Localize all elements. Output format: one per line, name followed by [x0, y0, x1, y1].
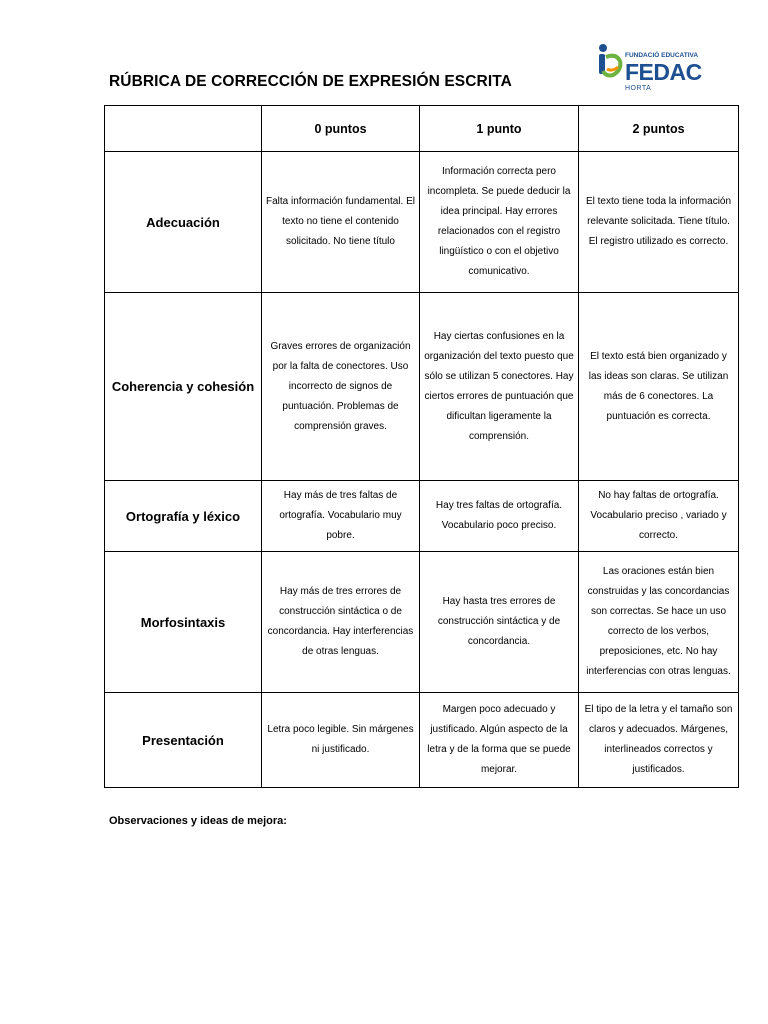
header-corner [105, 106, 262, 152]
logo-foundation-text: FUNDACIÓ EDUCATIVA [625, 52, 699, 59]
criterion-morfosintaxis: Morfosintaxis [105, 552, 262, 693]
table-cell: El tipo de la letra y el tamaño son claros y adecuados. Márgenes, interlineados correctos y justificados. [579, 693, 739, 788]
table-cell: El texto está bien organizado y las ideas son claras. Se utilizan más de 6 conectores. La puntuación es correcta. [579, 293, 739, 481]
table-cell: Graves errores de organización por la falta de conectores. Uso incorrecto de signos de puntuación. Problemas de comprensión graves. [262, 293, 420, 481]
table-row [105, 481, 739, 552]
table-cell: Hay más de tres faltas de ortografía. Vocabulario muy pobre. [262, 481, 420, 552]
rubric-table [104, 105, 739, 788]
criterion-ortografia: Ortografía y léxico [105, 481, 262, 552]
fedac-logo [594, 43, 709, 95]
fedac-emblem-icon [594, 43, 624, 85]
logo-name: FEDAC [625, 59, 702, 85]
table-header-row [105, 106, 739, 152]
criterion-coherencia: Coherencia y cohesión [105, 293, 262, 481]
table-row [105, 552, 739, 693]
table-cell: Las oraciones están bien construidas y las concordancias son correctas. Se hace un uso correcto de los verbos, preposiciones, etc. No hay interferencias con otras lenguas. [579, 552, 739, 693]
table-cell: Hay hasta tres errores de construcción sintáctica y de concordancia. [420, 552, 579, 693]
table-cell: Hay más de tres errores de construcción sintáctica o de concordancia. Hay interferencias de otras lenguas. [262, 552, 420, 693]
table-cell: Letra poco legible. Sin márgenes ni justificado. [262, 693, 420, 788]
table-row [105, 693, 739, 788]
table-cell: Información correcta pero incompleta. Se puede deducir la idea principal. Hay errores relacionados con el registro lingüístico o con el objetivo comunicativo. [420, 152, 579, 293]
header-2-puntos: 2 puntos [579, 106, 739, 152]
criterion-presentacion: Presentación [105, 693, 262, 788]
criterion-adecuacion: Adecuación [105, 152, 262, 293]
document-title: RÚBRICA DE CORRECCIÓN DE EXPRESIÓN ESCRITA [109, 73, 512, 90]
header-0-puntos: 0 puntos [262, 106, 420, 152]
table-cell: Falta información fundamental. El texto no tiene el contenido solicitado. No tiene título [262, 152, 420, 293]
table-cell: El texto tiene toda la información relevante solicitada. Tiene título. El registro utilizado es correcto. [579, 152, 739, 293]
table-row [105, 293, 739, 481]
header-1-punto: 1 punto [420, 106, 579, 152]
table-cell: Hay ciertas confusiones en la organización del texto puesto que sólo se utilizan 5 conectores. Hay ciertos errores de puntuación que dificultan ligeramente la comprensión. [420, 293, 579, 481]
table-cell: Margen poco adecuado y justificado. Algún aspecto de la letra y de la forma que se puede mejorar. [420, 693, 579, 788]
table-row [105, 152, 739, 293]
table-cell: No hay faltas de ortografía. Vocabulario preciso , variado y correcto. [579, 481, 739, 552]
observations-label: Observaciones y ideas de mejora: [109, 815, 287, 827]
logo-subtitle: HORTA [625, 85, 652, 92]
table-cell: Hay tres faltas de ortografía. Vocabulario poco preciso. [420, 481, 579, 552]
